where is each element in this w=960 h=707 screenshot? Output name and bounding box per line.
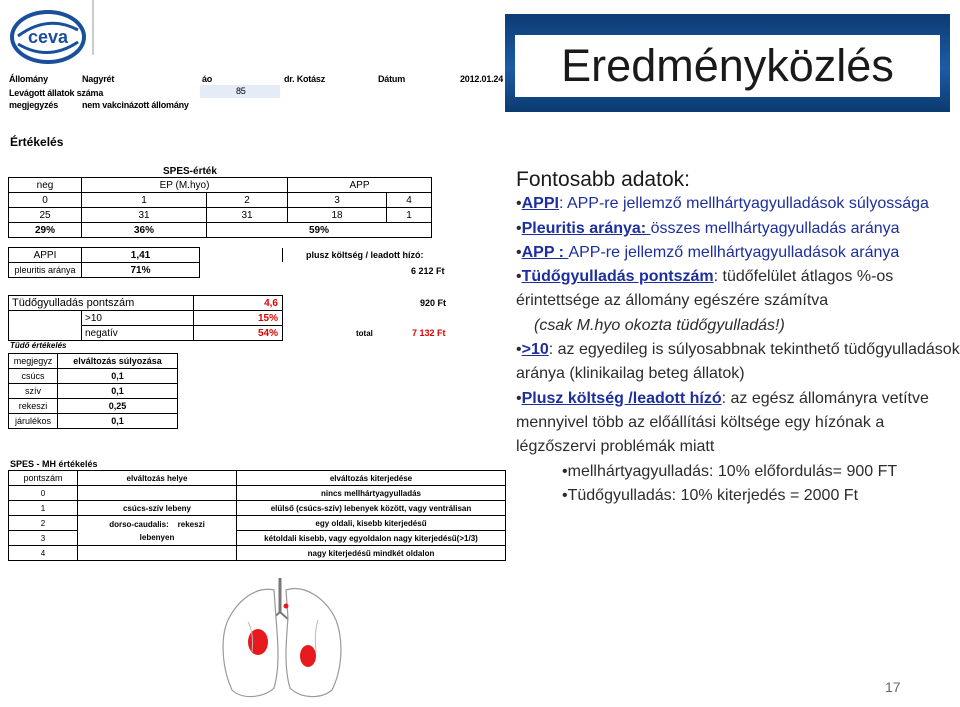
spes-count: 1 — [387, 208, 432, 223]
tudo-ert-value: 0,1 — [58, 384, 178, 399]
meta-levagott-value: 85 — [200, 85, 280, 98]
meta-megj-value: nem vakcinázott állomány — [82, 100, 189, 110]
meta-levagott-label: Levágott állatok száma — [9, 88, 104, 98]
pleuritis-label: pleuritis aránya — [9, 263, 82, 278]
gt10-value: 15% — [194, 311, 283, 326]
appi-label: APPI — [9, 248, 82, 263]
spes-pct-app: 59% — [207, 223, 432, 238]
logo-text: ceva — [27, 27, 69, 47]
bullet-gt10: •>10: az egyedileg is súlyosabbnak tekinthető tüdőgyulladások aránya (klinikailag beteg állatok) — [516, 341, 960, 383]
bullet-tudo: •Tüdőgyulladás pontszám: tüdőfelület átlagos %-os érintettsége az állomány egészére számítva (csak M.hyo okozta tüdőgyulladás!) — [516, 268, 894, 334]
page-title: Eredményközlés — [561, 40, 894, 91]
tudo-ert-name: csúcs — [9, 369, 58, 384]
sub-bullet-1: •mellhártyagyulladás: 10% előfordulás= 900 FT — [562, 462, 898, 480]
spes-score: 4 — [387, 193, 432, 208]
desc-gt10: : az egyedileg is súlyosabbnak tekinthető tüdőgyulladások aránya (klinikailag beteg állatok) — [516, 341, 960, 383]
tudo-ert-value: 0,1 — [58, 369, 178, 384]
desc-appi: : APP-re jellemző mellhártyagyulladások súlyossága — [558, 195, 929, 213]
term-app: APP : — [521, 243, 569, 261]
mh-p: 3 — [9, 531, 78, 546]
mh-kit: elülső (csúcs-szív) lebenyek között, vagy ventrálisan — [237, 501, 506, 516]
spes-count: 18 — [288, 208, 387, 223]
mh-p: 0 — [9, 486, 78, 501]
logo-divider — [92, 0, 94, 55]
meta-datum-label: Dátum — [378, 74, 406, 84]
mh-hely-merged — [78, 516, 237, 546]
ft-value: 920 Ft — [420, 298, 447, 308]
divider-bar — [282, 248, 283, 262]
sub-bullet-1-text: mellhártyagyulladás: 10% előfordulás= 900 FT — [567, 462, 898, 480]
spes-score: 2 — [207, 193, 288, 208]
spes-pct-ep: 36% — [82, 223, 207, 238]
spes-pct-neg: 29% — [9, 223, 82, 238]
page-number: 17 — [885, 679, 901, 695]
term-pleuritis: Pleuritis aránya: — [521, 219, 651, 237]
total-label: total — [356, 329, 373, 338]
total-value: 7 132 Ft — [412, 328, 446, 338]
term-tudo: Tüdőgyulladás pontszám — [521, 268, 714, 286]
mh-p: 1 — [9, 501, 78, 516]
appi-table — [8, 247, 200, 278]
tudo-ert-name: járulékos — [9, 414, 58, 429]
meta-ao-label: áo — [202, 74, 213, 84]
sub-bullet-2-text: Tüdőgyulladás: 10% kiterjedés = 2000 Ft — [567, 486, 859, 504]
spes-score: 1 — [82, 193, 207, 208]
plusz-label: plusz költség / leadott hízó: — [306, 250, 424, 260]
desc-tudo: : tüdőfelület átlagos %-os érintettsége az állomány egészére számítva — [516, 268, 894, 310]
appi-value: 1,41 — [82, 248, 200, 263]
neg-value: 54% — [194, 326, 283, 341]
tudo-ert-table — [8, 353, 178, 429]
mh-header: SPES - MH értékelés — [10, 459, 98, 469]
plusz-value: 6 212 Ft — [411, 266, 445, 276]
desc-pleuritis: összes mellhártyagyulladás aránya — [650, 219, 900, 237]
spes-col-ep: EP (M.hyo) — [82, 178, 288, 193]
spes-score: 0 — [9, 193, 82, 208]
gt10-label: >10 — [82, 311, 194, 326]
mh-hely-b: rekeszi — [177, 519, 205, 529]
term-gt10: >10 — [521, 341, 549, 359]
mh-kit: egy oldali, kisebb kiterjedésű — [237, 516, 506, 531]
tudo-ert-value: 0,1 — [58, 414, 178, 429]
tudo-ert-col1: megjegyz — [9, 354, 58, 369]
spes-score: 3 — [288, 193, 387, 208]
bullet-app: •APP : APP-re jellemző mellhártyagyulladások aránya — [516, 243, 900, 261]
lung-diagram — [218, 572, 348, 702]
mh-kit: nincs mellhártyagyulladás — [237, 486, 506, 501]
bullet-appi: •APPI: APP-re jellemző mellhártyagyulladások súlyossága — [516, 195, 929, 213]
neg-label: negatív — [82, 326, 194, 341]
meta-allomany-value: Nagyrét — [82, 74, 115, 84]
term-plusz: Plusz költség /leadott hízó — [521, 389, 722, 407]
tudo-label: Tüdőgyulladás pontszám — [9, 296, 194, 311]
mh-col-pont: pontszám — [9, 471, 78, 486]
section-ertekeles: Értékelés — [10, 135, 64, 149]
spes-count: 31 — [82, 208, 207, 223]
key-data-panel — [516, 168, 960, 508]
spes-table — [8, 177, 432, 238]
tudo-ert-name: rekeszi — [9, 399, 58, 414]
tudo-ert-col2: elváltozás súlyozása — [58, 354, 178, 369]
spes-header: SPES-érték — [163, 166, 217, 177]
mh-col-hely: elváltozás helye — [78, 471, 237, 486]
meta-megj-label: megjegyzés — [9, 100, 59, 110]
mh-col-kit: elváltozás kiterjedése — [237, 471, 506, 486]
bullet-plusz: •Plusz költség /leadott hízó: az egész állományra vetítve mennyivel több az előállítási költsége egy hízónak a légzőszervi problémák miatt — [516, 389, 929, 456]
bullet-pleuritis: •Pleuritis aránya: összes mellhártyagyulladás aránya — [516, 219, 900, 237]
term-appi: APPI — [521, 195, 559, 213]
mh-p: 2 — [9, 516, 78, 531]
spes-count: 25 — [9, 208, 82, 223]
mh-hely-a: dorso-caudalis: — [109, 519, 169, 529]
tudo-ert-name: szív — [9, 384, 58, 399]
meta-doctor: dr. Kotász — [284, 74, 326, 84]
lesion-left — [248, 629, 268, 655]
mh-kit: nagy kiterjedésű mindkét oldalon — [237, 546, 506, 561]
sub-bullet-2: •Tüdőgyulladás: 10% kiterjedés = 2000 Ft — [562, 486, 859, 504]
pleuritis-value: 71% — [82, 263, 200, 278]
tudo-ert-header: Tüdő értékelés — [10, 341, 67, 350]
key-data-heading: Fontosabb adatok: — [516, 168, 690, 191]
tudo-value: 4,6 — [194, 296, 283, 311]
mh-table — [8, 470, 506, 561]
spes-col-app: APP — [288, 178, 432, 193]
mh-kit: kétoldali kisebb, vagy egyoldalon nagy kiterjedésű(>1/3) — [237, 531, 506, 546]
tudo-table — [8, 295, 283, 341]
meta-datum-value: 2012.01.24 — [460, 74, 504, 84]
lesion-right — [300, 645, 316, 667]
desc-app: APP-re jellemző mellhártyagyulladások aránya — [568, 243, 900, 261]
spes-col-neg: neg — [9, 178, 82, 193]
mh-hely-c: lebenyen — [139, 532, 175, 542]
ceva-logo — [8, 8, 88, 66]
tudo-ert-value: 0,25 — [58, 399, 178, 414]
desc-plusz: : az egész állományra vetítve mennyivel több az előállítási költsége egy hízónak a légzőszervi problémák miatt — [516, 389, 929, 456]
meta-allomany-label: Állomány — [9, 74, 48, 84]
mh-p: 4 — [9, 546, 78, 561]
note-tudo: (csak M.hyo okozta tüdőgyulladás!) — [534, 316, 785, 334]
spes-count: 31 — [207, 208, 288, 223]
mh-hely: csúcs-szív lebeny — [78, 501, 237, 516]
